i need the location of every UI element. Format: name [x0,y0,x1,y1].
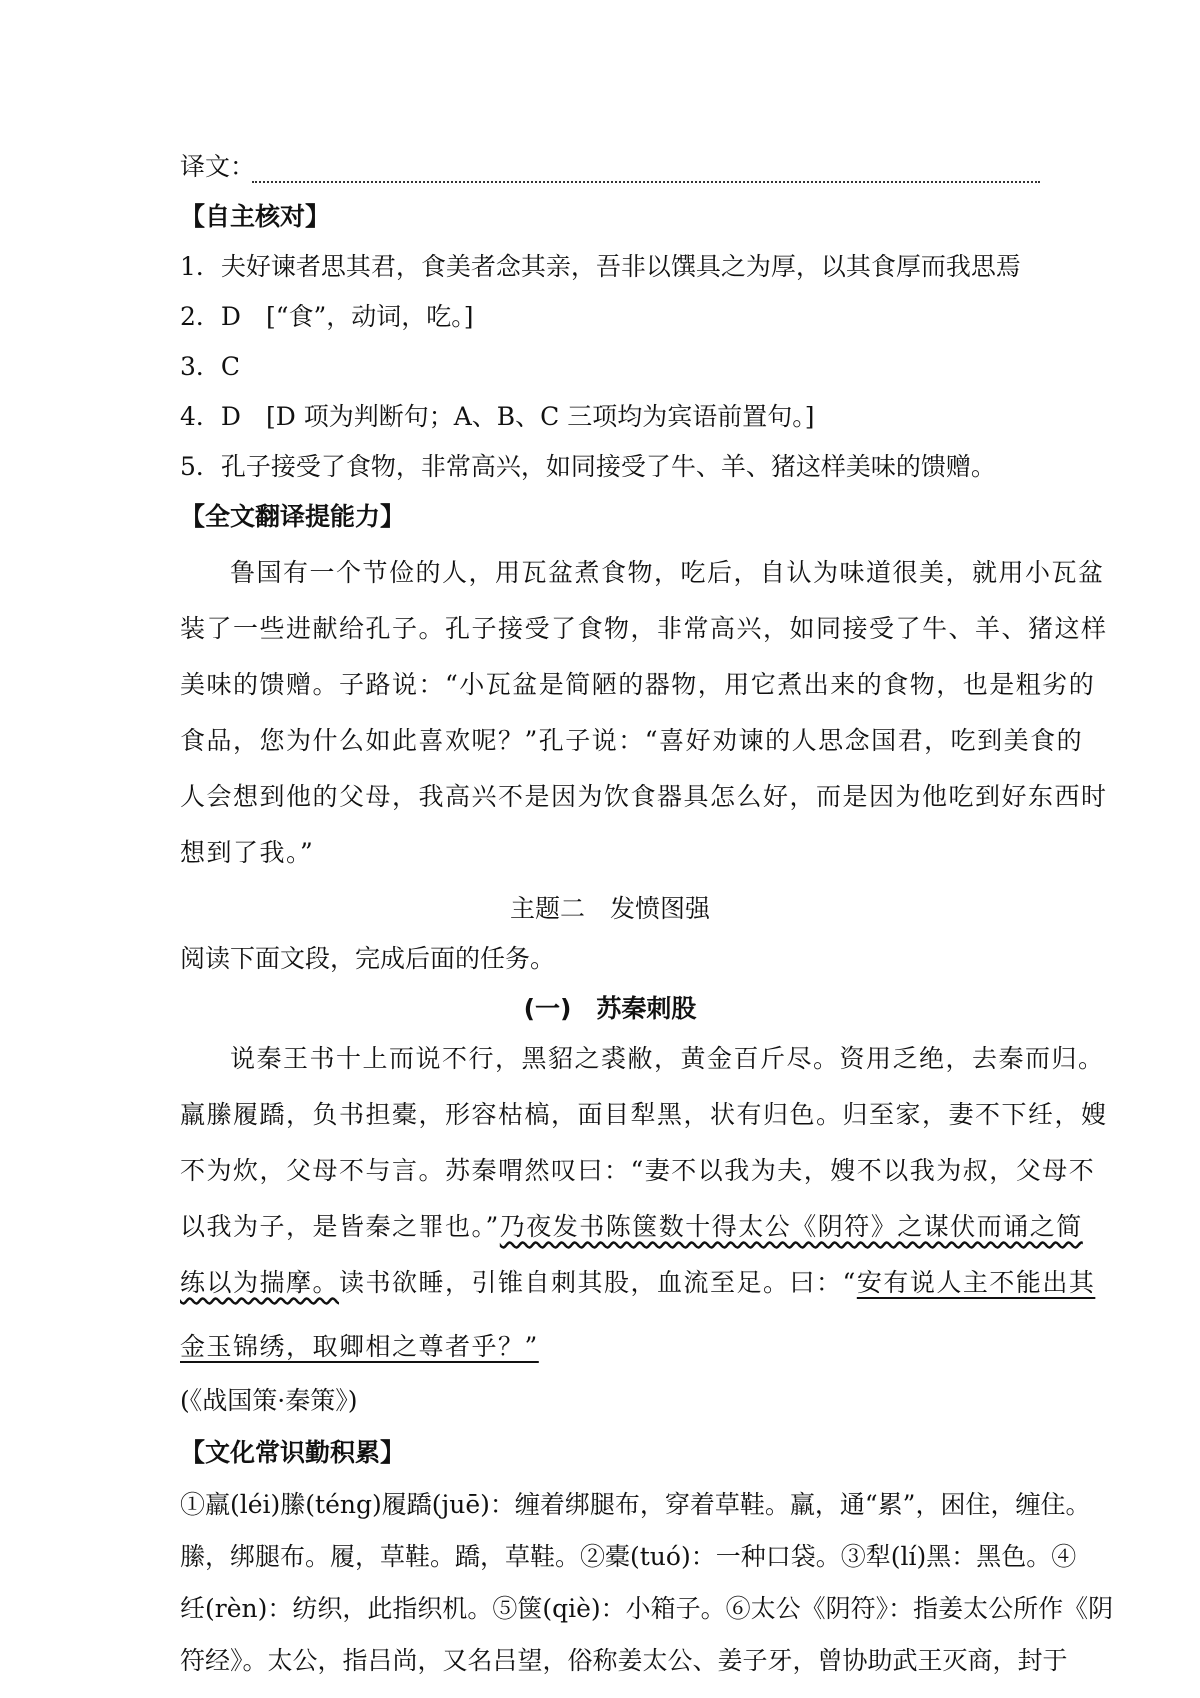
passage-line-5 [180,1266,1096,1300]
wavy-underlined-sentence: 乃夜发书陈箧数十得太公《阴符》之谋伏而诵之简 [499,1212,1083,1241]
translation-label: 译文： [180,152,256,181]
source-citation: (《战国策·秦策》) [180,1386,358,1415]
passage-line: 羸縢履蹻，负书担橐，形容枯槁，面目犁黑，状有归色。归至家，妻不下纴，嫂 [180,1100,1108,1129]
passage-text: 以我为子，是皆秦之罪也。” [180,1212,500,1241]
translation-line: 食品，您为什么如此喜欢呢？”孔子说：“喜好劝谏的人思念国君，吃到美食的 [180,726,1084,755]
culture-note-line: 縢，绑腿布。履，草鞋。蹻，草鞋。②橐(tuó)：一种口袋。③犁(lí)黑：黑色。④ [180,1542,1077,1571]
translation-line: 鲁国有一个节俭的人，用瓦盆煮食物，吃后，自认为味道很美，就用小瓦盆 [230,558,1105,587]
answer-5: 5．孔子接受了食物，非常高兴，如同接受了牛、羊、猪这样美味的馈赠。 [180,452,996,481]
theme-title: 主题二 发愤图强 [509,894,710,923]
culture-note-line: 纴(rèn)：纺织，此指织机。⑤箧(qiè)：小箱子。⑥太公《阴符》：指姜太公所作《阴 [180,1594,1114,1623]
translation-line: 美味的馈赠。子路说：“小瓦盆是简陋的器物，用它煮出来的食物，也是粗劣的 [180,670,1096,699]
passage-text: 读书欲睡，引锥自刺其股，血流至足。曰：“ [339,1268,857,1297]
passage-line-6 [180,1330,1040,1364]
translation-line: 人会想到他的父母，我高兴不是因为饮食器具怎么好，而是因为他吃到好东西时 [180,782,1108,811]
translation-line: 想到了我。” [180,838,315,867]
self-check-heading: 【自主核对】 [180,202,331,231]
underlined-sentence: 安有说人主不能出其 [856,1268,1096,1297]
culture-note-line: ①羸(léi)縢(téng)履蹻(juē)：缠着绑腿布，穿着草鞋。羸，通“累”，困住，缠住。 [180,1490,1091,1519]
passage-title: (一) 苏秦刺股 [523,994,697,1023]
answer-blank-line [252,181,1040,183]
passage-line-4 [180,1210,1083,1244]
wavy-underlined-sentence-end: 练以为揣摩。 [180,1268,340,1297]
full-translation-heading: 【全文翻译提能力】 [180,502,406,531]
passage-line: 说秦王书十上而说不行，黑貂之裘敝，黄金百斤尽。资用乏绝，去秦而归。 [230,1044,1105,1073]
culture-note-line: 符经》。太公，指吕尚，又名吕望，俗称姜太公、姜子牙，曾协助武王灭商，封于 [180,1646,1068,1675]
answer-3: 3．C [180,352,241,381]
answer-1: 1．夫好谏者思其君，食美者念其亲，吾非以馔具之为厚，以其食厚而我思焉 [180,252,1021,281]
passage-line: 不为炊，父母不与言。苏秦喟然叹曰：“妻不以我为夫，嫂不以我为叔，父母不 [180,1156,1096,1185]
answer-4: 4．D [D 项为判断句；A、B、C 三项均为宾语前置句。] [180,402,815,431]
answer-2: 2．D [“食”，动词，吃。] [180,302,474,331]
translation-line: 装了一些进献给孔子。孔子接受了食物，非常高兴，如同接受了牛、羊、猪这样 [180,614,1108,643]
underlined-sentence-end: 金玉锦绣，取卿相之尊者乎？” [180,1332,539,1361]
culture-heading: 【文化常识勤积累】 [180,1438,406,1467]
instruction-text: 阅读下面文段，完成后面的任务。 [180,944,556,973]
